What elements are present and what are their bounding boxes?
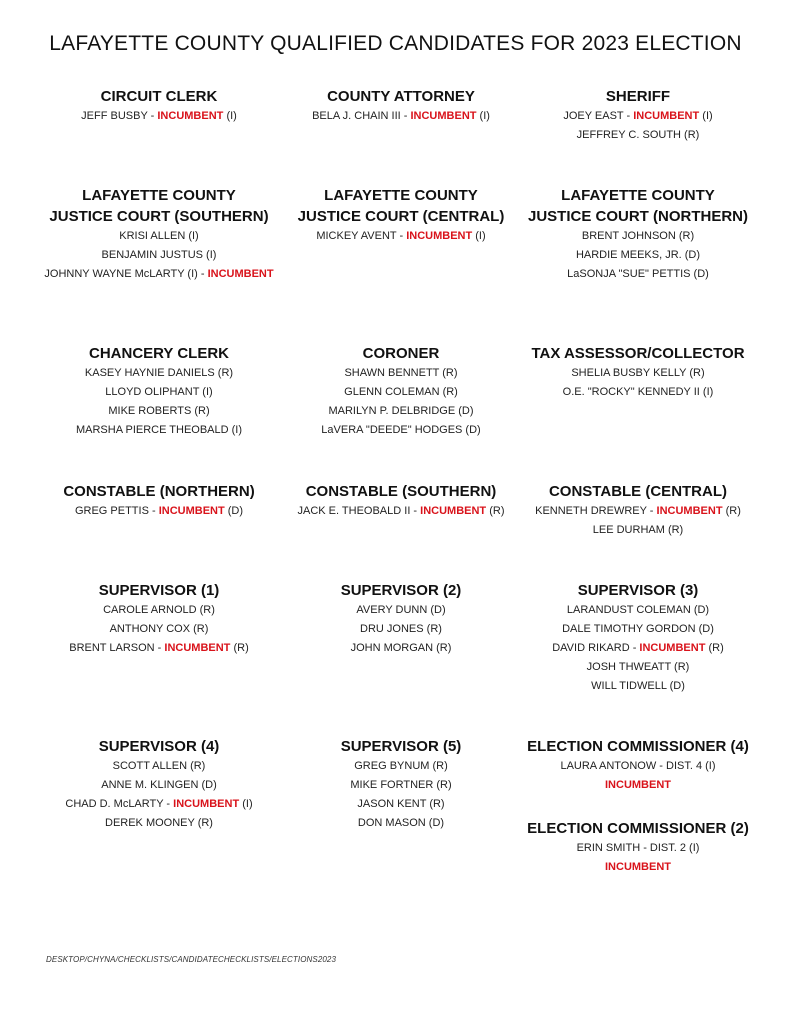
candidate-name: JEFF BUSBY - [81,110,155,122]
page-title: LAFAYETTE COUNTY QUALIFIED CANDIDATES FOR 2023 ELECTION [49,32,742,55]
candidate-line [34,383,284,402]
candidate-line [513,364,763,383]
candidate-line [276,421,526,440]
candidate-name: DEREK MOONEY (R) [105,817,213,829]
candidate-name: JOEY EAST - [563,110,631,122]
candidate-name: CHAD D. McLARTY - [65,798,171,810]
office-title: CHANCERY CLERK [88,345,229,362]
candidate-name: LAURA ANTONOW - DIST. 4 (I) [560,760,716,772]
candidate-name: JASON KENT (R) [357,798,445,810]
incumbent-badge: INCUMBENT [406,230,473,242]
candidate-name: MARILYN P. DELBRIDGE (D) [328,405,474,417]
party-label: (I) [475,230,486,242]
candidate-line [34,620,284,639]
candidate-name: KASEY HAYNIE DANIELS (R) [84,367,234,379]
office-constable-southern [276,481,526,521]
candidate-name: KENNETH DREWREY - [535,505,654,517]
candidate-line [513,126,763,145]
office-title: COUNTY ATTORNEY [327,88,475,105]
candidate-line [276,795,526,814]
office-supervisor-2 [276,580,526,658]
candidate-name: MIKE FORTNER (R) [350,779,452,791]
candidate-line [276,757,526,776]
candidate-name: JOHN MORGAN (R) [350,642,452,654]
office-county-attorney [276,86,526,126]
candidate-line [34,502,284,521]
candidate-name: SCOTT ALLEN (R) [112,760,206,772]
candidate-name: KRISI ALLEN (I) [119,230,199,242]
incumbent-badge: INCUMBENT [639,642,706,654]
office-coroner [276,343,526,440]
candidate-name: JOHNNY WAYNE McLARTY (I) - [44,268,205,280]
office-title: SUPERVISOR (1) [98,582,220,599]
party-label: (R) [708,642,724,654]
candidate-line [34,795,284,814]
candidate-line [513,227,763,246]
office-title: CIRCUIT CLERK [100,88,218,105]
candidate-line [513,246,763,265]
office-title: SUPERVISOR (4) [98,738,220,755]
candidate-line [276,383,526,402]
incumbent-badge: INCUMBENT [164,642,231,654]
candidate-line [34,814,284,833]
candidate-name: JOSH THWEATT (R) [586,661,690,673]
candidate-line [513,107,763,126]
candidate-line [513,601,763,620]
candidate-name: WILL TIDWELL (D) [591,680,685,692]
office-supervisor-4 [34,736,284,833]
party-label: (I) [226,110,237,122]
office-title: CONSTABLE (NORTHERN) [63,483,255,500]
candidate-name: LEE DURHAM (R) [592,524,684,536]
candidate-name: LARANDUST COLEMAN (D) [566,604,710,616]
candidate-line [276,402,526,421]
office-title: CORONER [362,345,440,362]
office-justice-court-central [276,185,526,246]
candidate-name: MARSHA PIERCE THEOBALD (I) [75,424,243,436]
candidate-name: SHELIA BUSBY KELLY (R) [571,367,705,379]
incumbent-badge: INCUMBENT [207,268,274,280]
candidate-line [513,620,763,639]
candidate-line [34,364,284,383]
office-title: LAFAYETTE COUNTY [82,187,236,204]
office-title: ELECTION COMMISSIONER (2) [527,820,749,837]
candidate-name: GLENN COLEMAN (R) [344,386,458,398]
office-chancery-clerk [34,343,284,440]
candidate-line [276,776,526,795]
candidate-line [276,502,526,521]
candidate-name: BENJAMIN JUSTUS (I) [101,249,217,261]
office-title: LAFAYETTE COUNTY [561,187,715,204]
office-tax-assessor [513,343,763,402]
office-supervisor-1 [34,580,284,658]
candidate-name: LLOYD OLIPHANT (I) [105,386,213,398]
candidate-line [276,107,526,126]
party-label: (I) [479,110,490,122]
office-supervisor-5 [276,736,526,833]
incumbent-badge: INCUMBENT [633,110,700,122]
candidate-name: BRENT JOHNSON (R) [581,230,695,242]
office-supervisor-3 [513,580,763,696]
candidate-line [34,227,284,246]
office-title: JUSTICE COURT (NORTHERN) [528,208,748,225]
candidate-name: ERIN SMITH - DIST. 2 (I) [576,842,700,854]
office-election-commissioner-4 [513,736,763,795]
candidate-name: DON MASON (D) [357,817,445,829]
office-justice-court-northern [513,185,763,284]
office-title: JUSTICE COURT (SOUTHERN) [49,208,269,225]
candidate-name: CAROLE ARNOLD (R) [103,604,215,616]
incumbent-badge: INCUMBENT [420,505,487,517]
candidate-line [513,776,763,795]
candidate-name: LaVERA "DEEDE" HODGES (D) [321,424,481,436]
incumbent-badge: INCUMBENT [605,779,671,791]
office-title: TAX ASSESSOR/COLLECTOR [531,345,745,362]
party-label: (R) [489,505,505,517]
candidate-name: BRENT LARSON - [69,642,162,654]
candidate-name: MICKEY AVENT - [316,230,404,242]
candidate-line [513,677,763,696]
office-title: ELECTION COMMISSIONER (4) [527,738,749,755]
candidate-line [276,364,526,383]
candidate-line [34,776,284,795]
candidate-line [276,620,526,639]
candidate-line [276,639,526,658]
office-title: SUPERVISOR (5) [340,738,462,755]
candidate-name: O.E. "ROCKY" KENNEDY II (I) [562,386,714,398]
incumbent-badge: INCUMBENT [605,861,671,873]
party-label: (R) [233,642,249,654]
office-title: SHERIFF [605,88,671,105]
candidate-line [276,227,526,246]
candidate-line [276,814,526,833]
office-title: CONSTABLE (SOUTHERN) [305,483,497,500]
candidate-name: JACK E. THEOBALD II - [297,505,418,517]
candidate-line [34,246,284,265]
office-constable-central [513,481,763,540]
incumbent-badge: INCUMBENT [173,798,240,810]
candidate-line [34,421,284,440]
candidate-name: GREG PETTIS - [74,505,156,517]
candidate-name: LaSONJA "SUE" PETTIS (D) [567,268,709,280]
candidate-line [34,265,284,284]
incumbent-badge: INCUMBENT [157,110,224,122]
candidate-name: DRU JONES (R) [360,623,442,635]
candidate-line [513,658,763,677]
office-election-commissioner-2 [513,818,763,877]
candidate-line [34,757,284,776]
candidate-line [513,521,763,540]
candidate-name: DAVID RIKARD - [552,642,637,654]
office-justice-court-southern [34,185,284,284]
office-title: SUPERVISOR (3) [577,582,699,599]
candidate-line [513,757,763,776]
candidate-line [513,265,763,284]
candidate-name: HARDIE MEEKS, JR. (D) [575,249,701,261]
candidate-name: SHAWN BENNETT (R) [344,367,458,379]
candidate-name: ANNE M. KLINGEN (D) [101,779,217,791]
party-label: (R) [725,505,741,517]
office-title: CONSTABLE (CENTRAL) [548,483,728,500]
incumbent-badge: INCUMBENT [158,505,225,517]
file-path-footer: DESKTOP/CHYNA/CHECKLISTS/CANDIDATECHECKLISTS/ELECTIONS2023 [46,955,337,964]
candidate-line [34,107,284,126]
office-circuit-clerk [34,86,284,126]
candidate-line [513,502,763,521]
candidate-name: AVERY DUNN (D) [356,604,446,616]
candidate-name: JEFFREY C. SOUTH (R) [576,129,700,141]
office-sheriff [513,86,763,145]
party-label: (I) [242,798,253,810]
candidate-line [513,858,763,877]
office-title: JUSTICE COURT (CENTRAL) [297,208,505,225]
candidate-line [34,601,284,620]
office-constable-northern [34,481,284,521]
candidate-line [513,383,763,402]
party-label: (I) [702,110,713,122]
party-label: (D) [227,505,244,517]
candidate-line [34,639,284,658]
candidate-name: MIKE ROBERTS (R) [108,405,210,417]
office-title: SUPERVISOR (2) [340,582,462,599]
office-title: LAFAYETTE COUNTY [324,187,478,204]
candidate-line [34,402,284,421]
candidate-line [513,639,763,658]
incumbent-badge: INCUMBENT [656,505,723,517]
candidate-name: BELA J. CHAIN III - [312,110,408,122]
incumbent-badge: INCUMBENT [410,110,477,122]
candidate-name: DALE TIMOTHY GORDON (D) [562,623,714,635]
candidate-name: GREG BYNUM (R) [354,760,448,772]
candidate-line [513,839,763,858]
candidate-line [276,601,526,620]
candidate-name: ANTHONY COX (R) [109,623,209,635]
